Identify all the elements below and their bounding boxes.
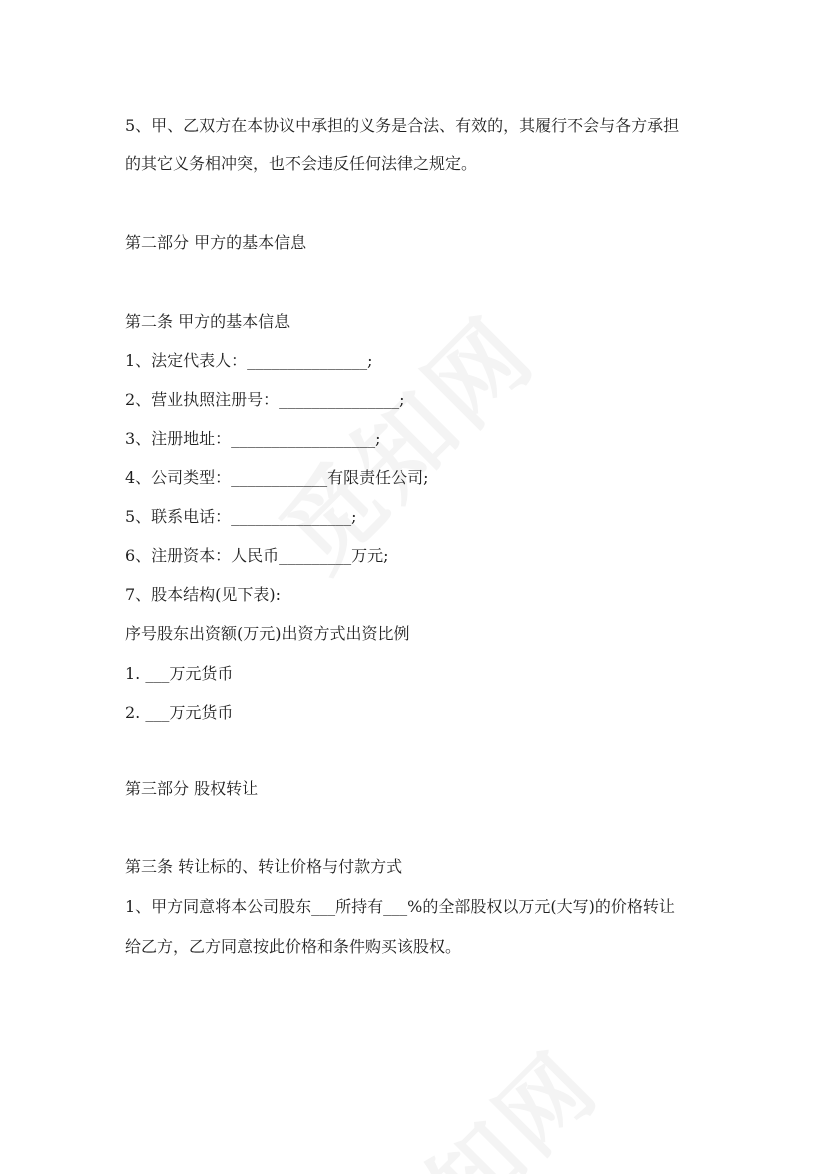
- watermark: [326, 1017, 622, 1174]
- field-registered-address: 3、注册地址：__________________;: [125, 429, 381, 448]
- article-heading: 第三条 转让标的、转让价格与付款方式: [125, 857, 403, 876]
- paragraph-line: 给乙方，乙方同意按此价格和条件购买该股权。: [125, 937, 462, 956]
- field-company-type: 4、公司类型：____________有限责任公司;: [125, 468, 429, 487]
- table-row-text: 2. ___万元货币: [125, 703, 234, 722]
- field-legal-representative: 1、法定代表人：_______________;: [125, 351, 373, 370]
- paragraph-line: 1、甲方同意将本公司股东___所持有___%的全部股权以万元(大写)的价格转让: [125, 897, 675, 916]
- article-heading: 第二条 甲方的基本信息: [125, 312, 291, 331]
- field-registration-number: 2、营业执照注册号：_______________;: [125, 390, 405, 409]
- field-share-structure: 7、股本结构(见下表):: [125, 585, 282, 604]
- section-heading: 第二部分 甲方的基本信息: [125, 233, 307, 252]
- table-row-text: 1. ___万元货币: [125, 664, 234, 683]
- paragraph-line: 的其它义务相冲突，也不会违反任何法律之规定。: [125, 154, 478, 173]
- field-contact-phone: 5、联系电话：_______________;: [125, 507, 357, 526]
- field-registered-capital: 6、注册资本：人民币_________万元;: [125, 546, 389, 565]
- section-heading: 第三部分 股权转让: [125, 779, 259, 798]
- table-header-text: 序号股东出资额(万元)出资方式出资比例: [125, 624, 410, 643]
- paragraph-line: 5、甲、乙双方在本协议中承担的义务是合法、有效的，其履行不会与各方承担: [125, 116, 680, 135]
